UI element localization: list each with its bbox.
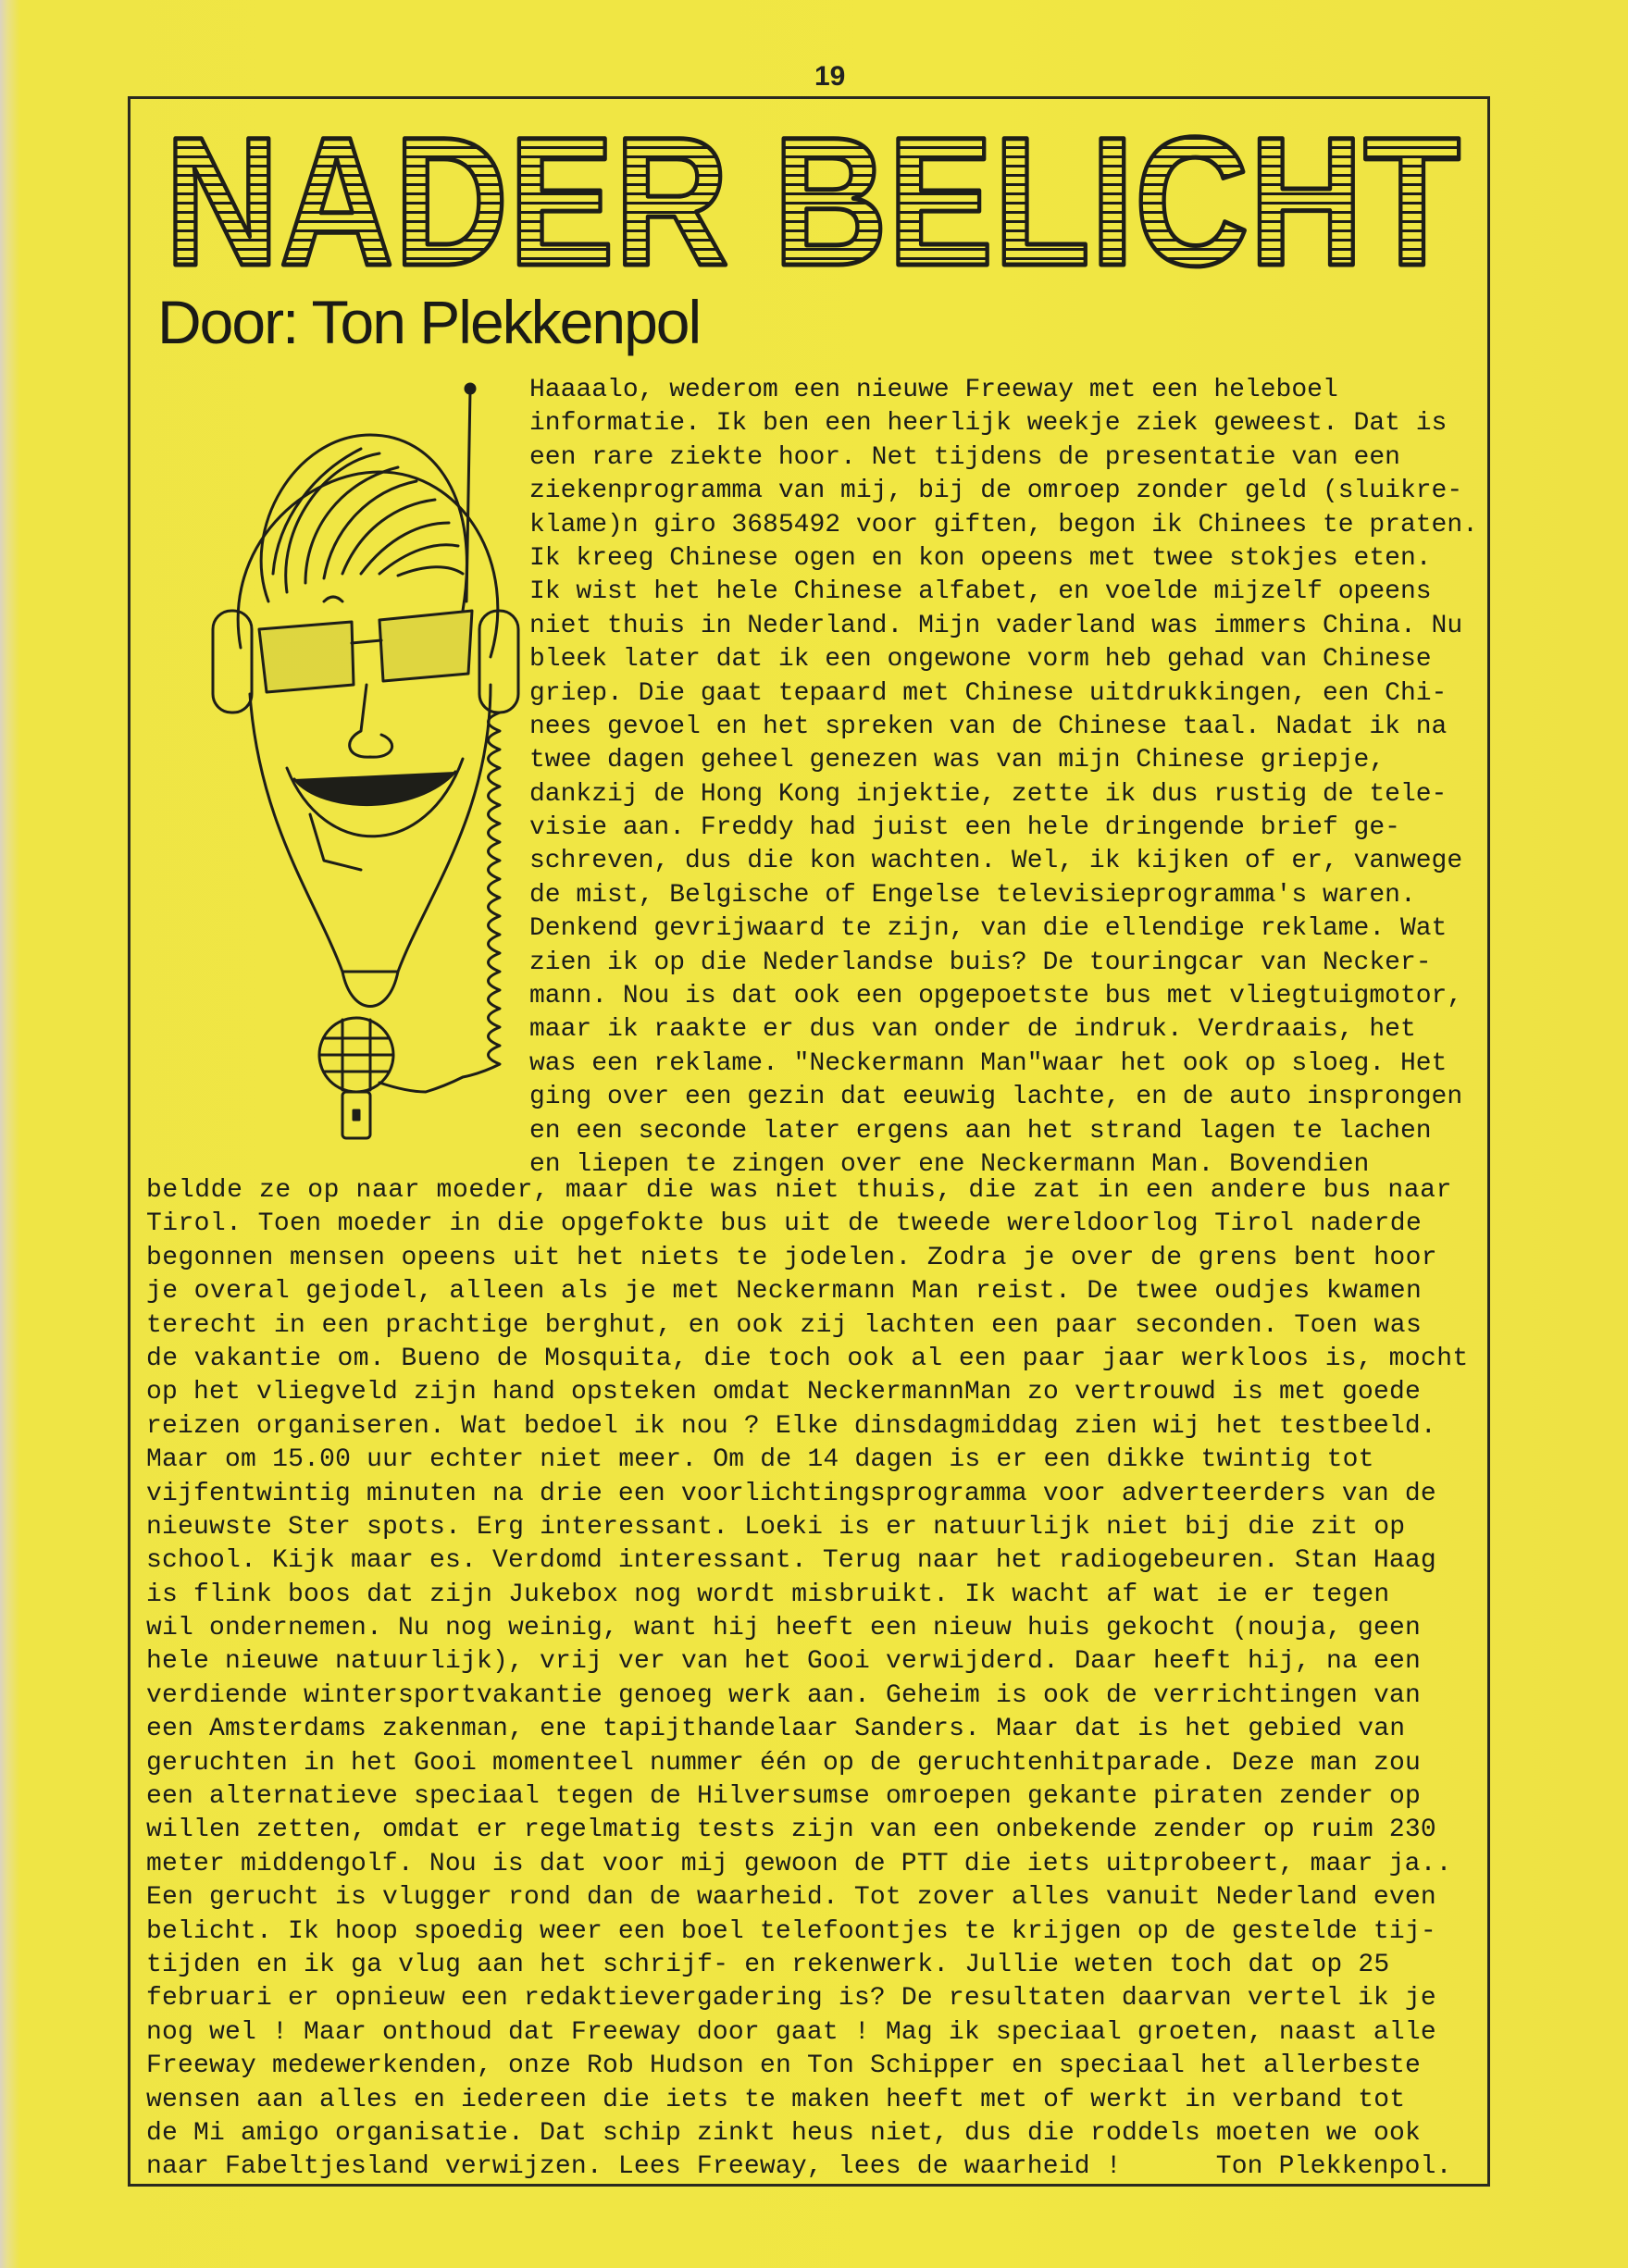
- article-line: ging over een gezin dat eeuwig lachte, en de auto insprongen: [529, 1083, 1463, 1112]
- article-line: een Amsterdams zakenman, ene tapijthandelaar Sanders. Maar dat is het gebied van: [146, 1715, 1406, 1744]
- article-line: Ik wist het hele Chinese alfabet, en voelde mijzelf opeens: [529, 577, 1432, 607]
- article-line: Ik kreeg Chinese ogen en kon opeens met twee stokjes eten.: [529, 543, 1432, 573]
- article-line: Freeway medewerkenden, onze Rob Hudson en Ton Schipper en speciaal het allerbeste: [146, 2051, 1422, 2081]
- article-line: begonnen mensen opeens uit het niets te jodelen. Zodra je over de grens bent hoor: [146, 1243, 1438, 1272]
- article-line: visie aan. Freddy had juist een hele dringende brief ge-: [529, 813, 1400, 843]
- article-line: school. Kijk maar es. Verdomd interessant. Terug naar het radiogebeuren. Stan Haag: [146, 1546, 1436, 1576]
- article-line: meter middengolf. Nou is dat voor mij gewoon de PTT die iets uitprobeert, maar ja..: [146, 1849, 1452, 1878]
- article-line: de vakantie om. Bueno de Mosquita, die toch ook al een paar jaar werkloos is, mocht: [146, 1344, 1469, 1373]
- article-line: Tirol. Toen moeder in die opgefokte bus uit de tweede wereldoorlog Tirol naderde: [146, 1209, 1423, 1239]
- article-line: wensen aan alles en iedereen die iets te maken heeft met of werkt in verband tot: [146, 2085, 1406, 2114]
- article-line: februari er opnieuw een redaktievergadering is? De resultaten daarvan vertel ik je: [146, 1984, 1436, 2014]
- article-line: geruchten in het Gooi momenteel nummer één op de geruchtenhitparade. Deze man zou: [146, 1748, 1422, 1778]
- page-number: 19: [814, 61, 846, 92]
- article-line: reizen organiseren. Wat bedoel ik nou ? Elke dinsdagmiddag zien wij het testbeeld.: [146, 1411, 1436, 1441]
- article-line: maar ik raakte er dus van onder de indruk. Verdraais, het: [529, 1015, 1416, 1045]
- article-line: willen zetten, omdat er regelmatig tests zijn van een onbekende zender op ruim 230: [146, 1816, 1436, 1845]
- article-line: en liepen te zingen over ene Neckermann Man. Bovendien: [529, 1149, 1370, 1179]
- article-line: wil ondernemen. Nu nog weinig, want hij heeft een nieuw huis gekocht (nouja, geen: [146, 1614, 1422, 1643]
- article-line: zien ik op die Nederlandse buis? De touringcar van Necker-: [529, 948, 1432, 977]
- article-line: is flink boos dat zijn Jukebox nog wordt misbruikt. Ik wacht af wat ie er tegen: [146, 1580, 1390, 1609]
- article-line: je overal gejodel, alleen als je met Neckermann Man reist. De twee oudjes kwamen: [146, 1277, 1423, 1307]
- article-line: een rare ziekte hoor. Net tijdens de presentatie van een: [529, 442, 1400, 472]
- article-line: twee dagen geheel genezen was van mijn Chinese griepje,: [529, 746, 1386, 775]
- article-body-top: [529, 374, 1478, 1182]
- article-line: op het vliegveld zijn hand opsteken omdat NeckermannMan zo vertrouwd is met goede: [146, 1378, 1422, 1407]
- article-line: terecht in een prachtige berghut, en ook zij lachten een paar seconden. Toen was: [146, 1310, 1423, 1340]
- article-line: tijden en ik ga vlug aan het schrijf- en rekenwerk. Jullie weten toch dat op 25: [146, 1950, 1390, 1979]
- article-line: griep. Die gaat tepaard met Chinese uitdrukkingen, een Chi-: [529, 678, 1448, 708]
- article-body-bottom: [146, 1174, 1469, 2185]
- article-line: Maar om 15.00 uur echter niet meer. Om de 14 dagen is er een dikke twintig tot: [146, 1445, 1374, 1475]
- article-line: hele nieuwe natuurlijk), vrij ver van het Gooi verwijderd. Daar heeft hij, na een: [146, 1647, 1422, 1677]
- article-line: en een seconde later ergens aan het strand lagen te lachen: [529, 1116, 1432, 1146]
- article-line: Een gerucht is vlugger rond dan de waarheid. Tot zover alles vanuit Nederland even: [146, 1883, 1436, 1913]
- article-line: informatie. Ik ben een heerlijk weekje ziek geweest. Dat is: [529, 409, 1448, 439]
- article-line: dankzij de Hong Kong injektie, zette ik dus rustig de tele-: [529, 779, 1448, 809]
- article-line: nees gevoel en het spreken van de Chinese taal. Nadat ik na: [529, 712, 1448, 741]
- article-line: vijfentwintig minuten na drie een voorlichtingsprogramma voor adverteerders van de: [146, 1479, 1436, 1508]
- masthead-title-text: NADER BELICHT: [165, 99, 1460, 304]
- article-line: een alternatieve speciaal tegen de Hilversumse omroepen gekante piraten zender op: [146, 1782, 1422, 1812]
- article-line: beldde ze op naar moeder, maar die was niet thuis, die zat in een andere bus naar: [146, 1176, 1453, 1205]
- article-line: klame)n giro 3685492 voor giften, begon ik Chinees te praten.: [529, 510, 1478, 539]
- byline: Door: Ton Plekkenpol: [157, 288, 701, 356]
- article-line: Haaaalo, wederom een nieuwe Freeway met een heleboel: [529, 376, 1338, 404]
- article-line: belicht. Ik hoop spoedig weer een boel telefoontjes te krijgen op de gestelde tij-: [146, 1916, 1436, 1946]
- masthead-title: [155, 99, 1470, 304]
- article-line: mann. Nou is dat ook een opgepoetste bus met vliegtuigmotor,: [529, 982, 1463, 1011]
- article-line: naar Fabeltjesland verwijzen. Lees Freeway, lees de waarheid ! Ton Plekkenpol.: [146, 2152, 1452, 2182]
- article-line: de Mi amigo organisatie. Dat schip zinkt heus niet, dus die roddels moeten we ook: [146, 2118, 1422, 2148]
- article-line: nog wel ! Maar onthoud dat Freeway door gaat ! Mag ik speciaal groeten, naast alle: [146, 2017, 1436, 2047]
- caricature-with-headphones-microphone-icon: [185, 379, 518, 1157]
- article-line: de mist, Belgische of Engelse televisieprogramma's waren.: [529, 880, 1416, 910]
- article-line: niet thuis in Nederland. Mijn vaderland was immers China. Nu: [529, 611, 1463, 640]
- article-line: nieuwste Ster spots. Erg interessant. Loeki is er natuurlijk niet bij die zit op: [146, 1512, 1406, 1542]
- article-line: ziekenprogramma van mij, bij de omroep zonder geld (sluikre-: [529, 477, 1463, 506]
- article-line: bleek later dat ik een ongewone vorm heb gehad van Chinese: [529, 645, 1432, 675]
- article-line: schreven, dus die kon wachten. Wel, ik kijken of er, vanwege: [529, 847, 1463, 876]
- article-line: Denkend gevrijwaard te zijn, van die ellendige reklame. Wat: [529, 914, 1448, 944]
- article-line: was een reklame. "Neckermann Man"waar het ook op sloeg. Het: [529, 1048, 1448, 1078]
- article-line: verdiende wintersportvakantie genoeg werk aan. Geheim is ook de verrichtingen van: [146, 1680, 1422, 1710]
